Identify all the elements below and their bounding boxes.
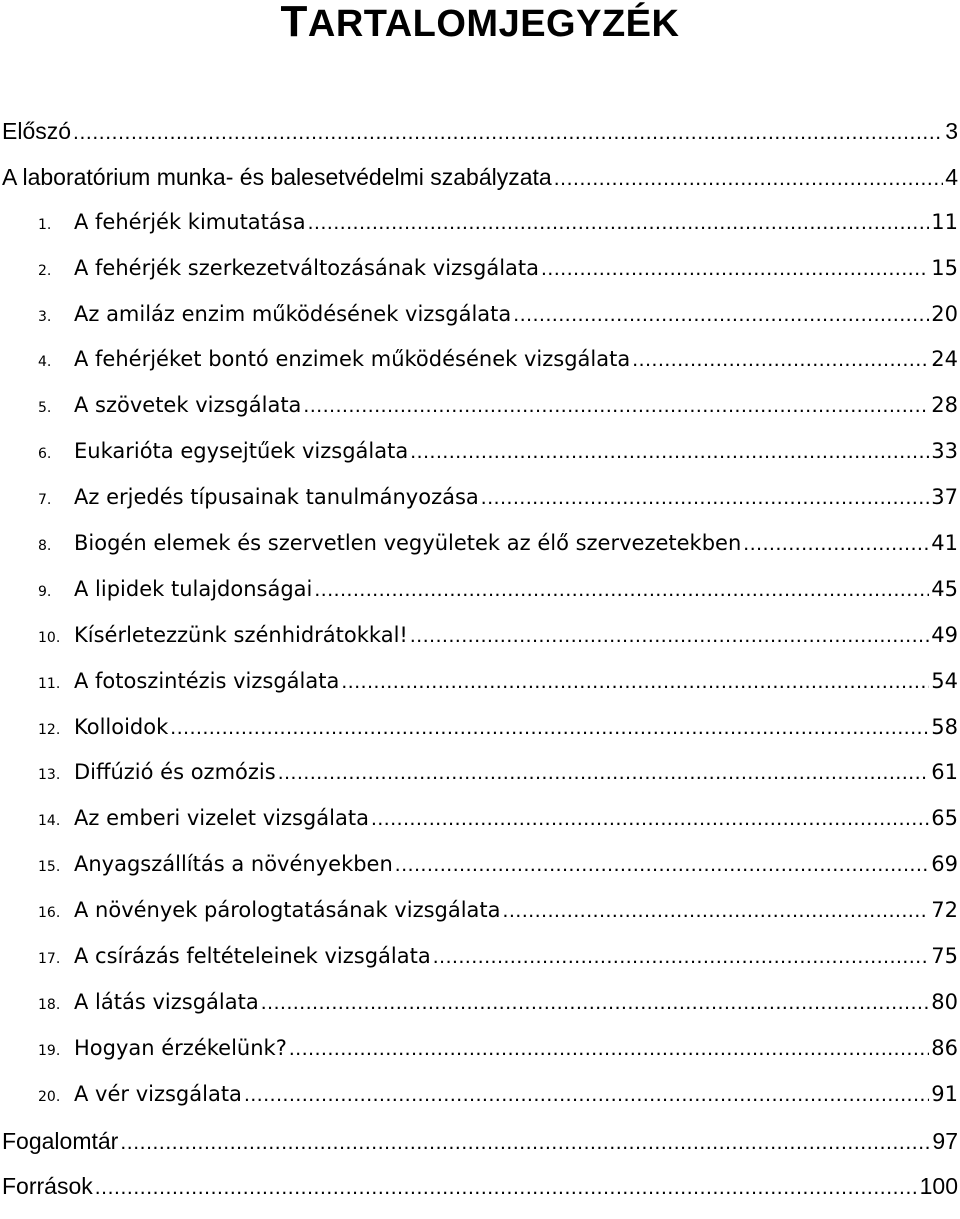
- toc-entry-title: A csírázás feltételeinek vizsgálata: [74, 944, 431, 969]
- toc-entry-number: 12.: [38, 721, 61, 738]
- dot-leader: [513, 303, 929, 327]
- toc-entry-title: A látás vizsgálata: [74, 989, 259, 1014]
- dot-leader: [261, 991, 930, 1015]
- toc-entry-number: 10.: [38, 629, 61, 646]
- toc-entry-page: 49: [931, 622, 958, 647]
- toc-entry[interactable]: [0, 1036, 960, 1082]
- toc-entry-number: 17.: [38, 951, 61, 968]
- toc-entry-title: A növények párologtatásának vizsgálata: [74, 898, 501, 923]
- toc-entry-page: 41: [931, 531, 958, 556]
- toc-entry-number: 20.: [38, 1088, 61, 1105]
- toc-entry[interactable]: [0, 531, 960, 577]
- toc-entry-title: Előszó: [2, 118, 72, 144]
- dot-leader: [95, 1176, 918, 1200]
- toc-entry-title: Az emberi vizelet vizsgálata: [74, 806, 369, 831]
- toc-entry-page: 91: [931, 1081, 958, 1106]
- toc-entry-number: 18.: [38, 996, 61, 1013]
- toc-entry-page: 86: [931, 1035, 958, 1060]
- toc-entry-title: Anyagszállítás a növényekben: [74, 852, 393, 877]
- toc-entry-number: 6.: [38, 446, 52, 463]
- dot-leader: [541, 257, 929, 281]
- toc-entry-title: Biogén elemek és szervetlen vegyületek az élő szervezetekben: [74, 531, 742, 556]
- toc-entry[interactable]: [0, 760, 960, 806]
- dot-leader: [308, 211, 930, 235]
- toc-entry-number: 3.: [38, 308, 52, 325]
- title-rest: ARTALOMJEGYZÉK: [307, 3, 680, 45]
- dot-leader: [244, 1083, 929, 1107]
- toc-entry-title: A laboratórium munka- és balesetvédelmi szabályzata: [2, 163, 552, 190]
- toc-entry-number: 9.: [38, 583, 52, 600]
- toc-entry-title: Fogalomtár: [2, 1127, 119, 1154]
- toc-entry-title: A fehérjéket bontó enzimek működésének vizsgálata: [74, 347, 631, 372]
- toc-entry[interactable]: [0, 577, 960, 623]
- toc-entry-title: Kísérletezzünk szénhidrátokkal!: [74, 622, 408, 647]
- toc-entry-page: 72: [931, 898, 958, 923]
- toc-entry-page: 80: [931, 989, 958, 1014]
- toc-entry-title: Hogyan érzékelünk?: [74, 1035, 287, 1060]
- toc-entry-title: A szövetek vizsgálata: [74, 393, 302, 418]
- toc-entry[interactable]: [0, 669, 960, 715]
- dot-leader: [314, 578, 929, 602]
- toc-entry-title: A vér vizsgálata: [74, 1081, 242, 1106]
- toc-entry[interactable]: [0, 944, 960, 990]
- toc-entry[interactable]: [0, 852, 960, 898]
- toc-entry-page: 45: [931, 576, 958, 601]
- toc-entry-number: 19.: [38, 1042, 61, 1059]
- toc-entry-number: 5.: [38, 400, 52, 417]
- toc-entry-title: Kolloidok: [74, 714, 169, 739]
- toc-entry-page: 20: [931, 301, 958, 326]
- toc-entry-title: Források: [2, 1173, 93, 1200]
- toc-entry-page: 69: [931, 852, 958, 877]
- toc-entry-page: 24: [931, 347, 958, 372]
- toc-entry[interactable]: [0, 1082, 960, 1128]
- toc-entry-title: Eukarióta egysejtűek vizsgálata: [74, 439, 409, 464]
- page-title: [0, 0, 960, 46]
- toc-entry-number: 2.: [38, 262, 52, 279]
- toc-entry-page: 65: [931, 806, 958, 831]
- toc-entry[interactable]: [0, 439, 960, 485]
- toc-entry-page: 97: [932, 1127, 958, 1154]
- dot-leader: [410, 624, 929, 648]
- toc-entry[interactable]: [0, 990, 960, 1036]
- toc-entry-page: 54: [931, 668, 958, 693]
- toc-entry[interactable]: [0, 715, 960, 761]
- toc-entry-page: 28: [931, 393, 958, 418]
- dot-leader: [410, 440, 929, 464]
- dot-leader: [371, 807, 929, 831]
- toc-entry-title: A fehérjék szerkezetváltozásának vizsgálata: [74, 255, 539, 280]
- dot-leader: [341, 670, 929, 694]
- toc-entry-title: Az erjedés típusainak tanulmányozása: [74, 485, 479, 510]
- toc-entry-page: 58: [931, 714, 958, 739]
- toc-entry[interactable]: [0, 1128, 960, 1174]
- toc-entry-page: 100: [919, 1173, 958, 1200]
- toc-entry-number: 15.: [38, 859, 61, 876]
- toc-entry-page: 61: [931, 760, 958, 785]
- toc-entry[interactable]: [0, 898, 960, 944]
- dot-leader: [73, 121, 943, 145]
- toc-entry[interactable]: [0, 393, 960, 439]
- dot-leader: [554, 167, 943, 191]
- toc-entry[interactable]: [0, 256, 960, 302]
- dot-leader: [170, 716, 929, 740]
- dot-leader: [503, 899, 930, 923]
- toc-entry-number: 7.: [38, 492, 52, 509]
- toc-entry-title: A fehérjék kimutatása: [74, 209, 306, 234]
- toc-entry-number: 13.: [38, 767, 61, 784]
- dot-leader: [632, 348, 929, 372]
- toc-entry[interactable]: [0, 302, 960, 348]
- toc-entry-page: 4: [945, 163, 958, 190]
- toc-entry-page: 11: [931, 209, 958, 234]
- dot-leader: [395, 853, 929, 877]
- toc-entry-number: 8.: [38, 538, 52, 555]
- dot-leader: [278, 761, 930, 785]
- toc-entry-number: 11.: [38, 675, 61, 692]
- toc-entry-number: 4.: [38, 354, 52, 371]
- toc-entry-number: 1.: [38, 216, 52, 233]
- dot-leader: [120, 1131, 930, 1155]
- toc-entry[interactable]: [0, 1173, 960, 1219]
- dot-leader: [289, 1037, 929, 1061]
- toc-entry-page: 15: [931, 255, 958, 280]
- toc-entry[interactable]: [0, 118, 960, 164]
- table-of-contents: [0, 118, 960, 1219]
- toc-entry[interactable]: [0, 164, 960, 210]
- toc-entry-page: 33: [931, 439, 958, 464]
- title-initial: T: [280, 0, 308, 46]
- toc-entry[interactable]: [0, 806, 960, 852]
- dot-leader: [743, 532, 929, 556]
- dot-leader: [481, 486, 929, 510]
- toc-entry-title: Az amiláz enzim működésének vizsgálata: [74, 301, 512, 326]
- toc-entry-number: 14.: [38, 813, 61, 830]
- toc-entry[interactable]: [0, 623, 960, 669]
- toc-entry[interactable]: [0, 485, 960, 531]
- toc-entry-title: A lipidek tulajdonságai: [74, 576, 313, 601]
- toc-entry[interactable]: [0, 347, 960, 393]
- toc-entry-title: Diffúzió és ozmózis: [74, 760, 276, 785]
- toc-entry-title: A fotoszintézis vizsgálata: [74, 668, 340, 693]
- dot-leader: [433, 945, 930, 969]
- toc-entry-page: 75: [931, 944, 958, 969]
- toc-entry[interactable]: [0, 210, 960, 256]
- toc-entry-number: 16.: [38, 905, 61, 922]
- toc-entry-page: 3: [945, 118, 958, 144]
- dot-leader: [303, 394, 929, 418]
- toc-entry-page: 37: [931, 485, 958, 510]
